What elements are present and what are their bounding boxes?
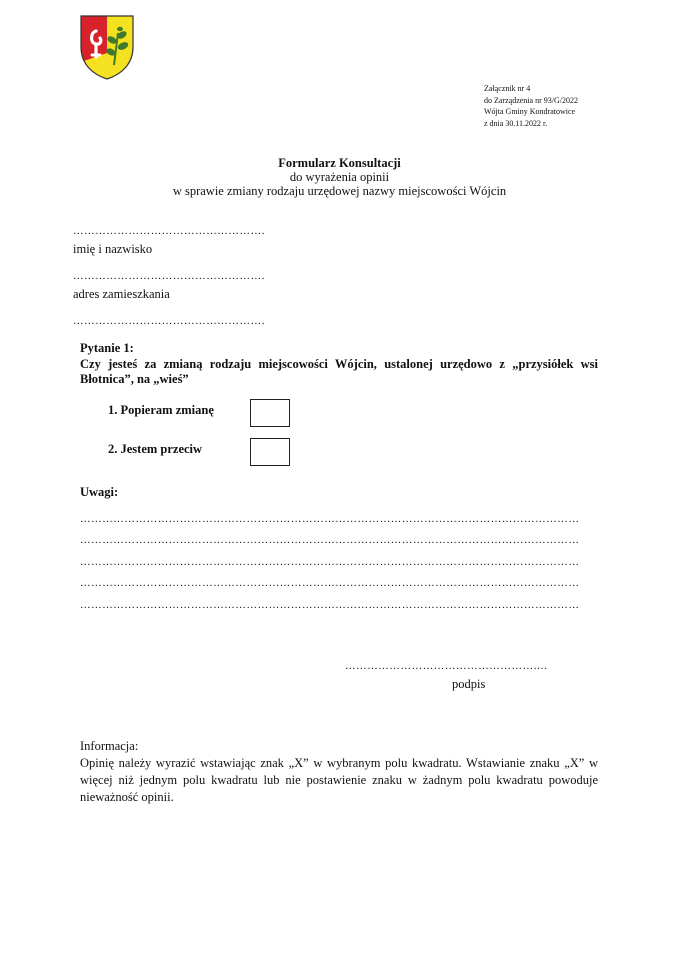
address-field-line-2[interactable]: …………………………………………….	[73, 316, 265, 327]
annex-line-4: z dnia 30.11.2022 r.	[484, 118, 548, 128]
info-title: Informacja:	[80, 739, 139, 753]
form-subtitle-1: do wyrażenia opinii	[289, 170, 390, 184]
annex-line-3: Wójta Gminy Kondratowice	[484, 107, 576, 116]
form-title: Formularz Konsultacji	[278, 156, 401, 170]
signature-line[interactable]: …………………………………………….…	[345, 661, 549, 672]
signature-label: podpis	[452, 677, 486, 691]
option-against-label: 2. Jestem przeciw	[108, 442, 203, 456]
annex-note	[484, 83, 578, 129]
remarks-line[interactable]: ………………………………………………………………………………………………………………………	[80, 557, 580, 568]
question-text: Czy jesteś za zmianą rodzaju miejscowości Wójcin, ustalonej urzędowo z „przysiółek wsi Błotnica”, na „wieś”	[80, 357, 598, 386]
form-subtitle-2: w sprawie zmiany rodzaju urzędowej nazwy miejscowości Wójcin	[172, 184, 507, 198]
remarks-line[interactable]: ………………………………………………………………………………………………………………………	[80, 578, 580, 589]
annex-line-2: do Zarządzenia nr 93/G/2022	[484, 95, 578, 105]
name-field-line[interactable]: …………………………………………….	[73, 226, 265, 237]
question-title: Pytanie 1:	[80, 341, 134, 355]
option-support-label: 1. Popieram zmianę	[108, 403, 214, 417]
form-header	[0, 156, 679, 198]
municipality-crest-icon	[78, 13, 136, 81]
option-support-checkbox[interactable]	[250, 399, 290, 427]
remarks-label: Uwagi:	[80, 485, 119, 499]
remarks-line[interactable]: ………………………………………………………………………………………………………………………	[80, 514, 580, 525]
address-field-label: adres zamieszkania	[73, 287, 170, 301]
address-field-line[interactable]: …………………………………………….	[73, 271, 265, 282]
option-against-checkbox[interactable]	[250, 438, 290, 466]
name-field-label: imię i nazwisko	[73, 242, 153, 256]
remarks-line[interactable]: ………………………………………………………………………………………………………………………	[80, 535, 580, 546]
annex-line-1: Załącznik nr 4	[484, 84, 531, 93]
info-text: Opinię należy wyrazić wstawiając znak „X” w wybranym polu kwadratu. Wstawianie znaku „X” w więcej niż jednym polu kwadratu lub nie postawienie znaku w żadnym polu kwadratu powoduje nieważność opinii.	[80, 756, 598, 804]
remarks-line[interactable]: ………………………………………………………………………………………………………………………	[80, 600, 580, 611]
